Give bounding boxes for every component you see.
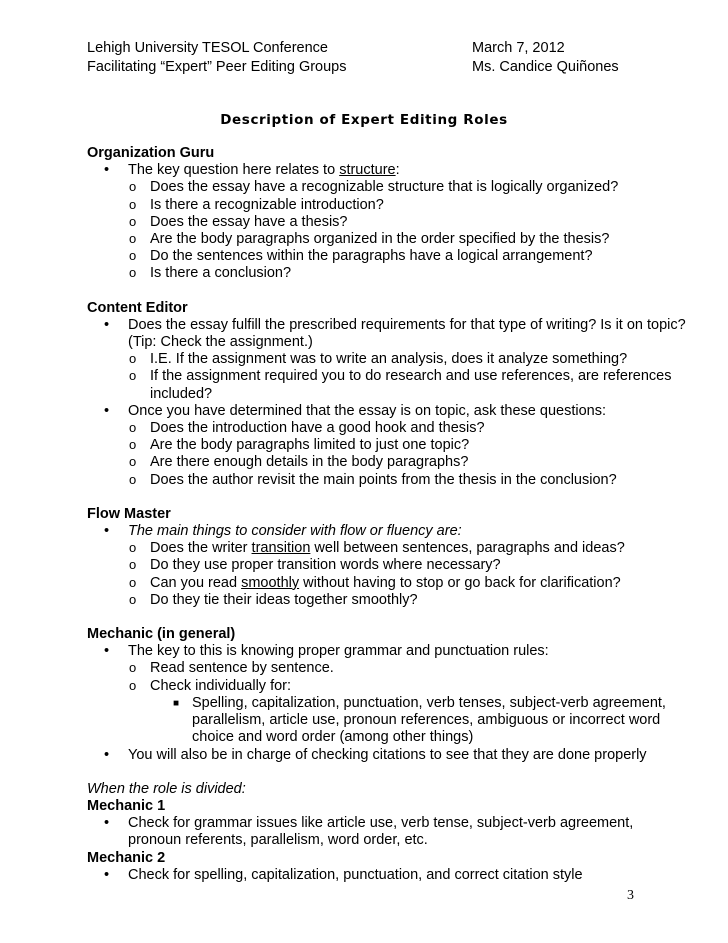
circle-bullet-icon: o — [129, 231, 137, 247]
sub-list-item: o I.E. If the assignment was to write an analysis, does it analyze something? — [129, 351, 628, 368]
sub-list-item: o Check individually for: — [129, 677, 292, 694]
circle-bullet-icon: o — [129, 591, 137, 607]
circle-bullet-icon: o — [129, 660, 137, 676]
sub-sub-list-item: ■ Spelling, capitalization, punctuation, verb tenses, subject-verb agreement, parallelism, article use, pronoun references, ambiguous or incorrect word choice and word order (among other things) — [173, 694, 666, 746]
square-bullet-icon: ■ — [173, 697, 180, 709]
bullet-icon: • — [104, 815, 110, 832]
circle-bullet-icon: o — [129, 248, 137, 264]
sub-list-item: o Are there enough details in the body paragraphs? — [129, 454, 469, 471]
list-item: • The key question here relates to structure: — [104, 162, 400, 179]
bullet-icon: • — [104, 316, 110, 333]
section-heading-mechanic: Mechanic (in general) — [87, 626, 236, 643]
circle-bullet-icon: o — [129, 574, 137, 590]
bullet-icon: • — [104, 643, 110, 660]
circle-bullet-icon: o — [129, 677, 137, 693]
page-number: 3 — [627, 888, 634, 903]
bullet-icon: • — [104, 866, 110, 883]
circle-bullet-icon: o — [129, 179, 137, 195]
bullet-icon: • — [104, 162, 110, 179]
list-item: • Check for spelling, capitalization, punctuation, and correct citation style — [104, 866, 583, 883]
bullet-icon: • — [104, 746, 110, 763]
bullet-icon: • — [104, 402, 110, 419]
sub-list-item: o If the assignment required you to do research and use references, are references included? — [129, 368, 672, 402]
sub-list-item: o Is there a recognizable introduction? — [129, 196, 384, 213]
list-item: • The key to this is knowing proper grammar and punctuation rules: — [104, 643, 549, 660]
sub-list-item: o Does the introduction have a good hook and thesis? — [129, 420, 485, 437]
sub-list-item: o Are the body paragraphs organized in the order specified by the thesis? — [129, 231, 610, 248]
sub-list-item: o Do the sentences within the paragraphs have a logical arrangement? — [129, 248, 593, 265]
sub-list-item: o Can you read smoothly without having to stop or go back for clarification? — [129, 574, 621, 591]
list-item: • Check for grammar issues like article use, verb tense, subject-verb agreement, pronoun referents, parallelism, word order, etc. — [104, 815, 634, 849]
section-heading-mechanic-2: Mechanic 2 — [87, 849, 166, 866]
circle-bullet-icon: o — [129, 420, 137, 436]
list-item: • The main things to consider with flow or fluency are: — [104, 523, 462, 540]
circle-bullet-icon: o — [129, 454, 137, 470]
circle-bullet-icon: o — [129, 196, 137, 212]
circle-bullet-icon: o — [129, 351, 137, 367]
page-title: Description of Expert Editing Roles — [220, 112, 508, 128]
header-date: March 7, 2012 — [472, 40, 565, 56]
circle-bullet-icon: o — [129, 437, 137, 453]
sub-list-item: o Does the essay have a thesis? — [129, 213, 348, 230]
section-heading-mechanic-1: Mechanic 1 — [87, 797, 166, 814]
header-presenter: Ms. Candice Quiñones — [472, 59, 619, 75]
header-session: Facilitating “Expert” Peer Editing Groups — [87, 59, 347, 75]
sub-list-item: o Does the writer transition well between sentences, paragraphs and ideas? — [129, 540, 625, 557]
sub-list-item: o Does the author revisit the main points from the thesis in the conclusion? — [129, 471, 617, 488]
section-heading-content-editor: Content Editor — [87, 299, 188, 316]
sub-list-item: o Do they tie their ideas together smoothly? — [129, 591, 418, 608]
circle-bullet-icon: o — [129, 265, 137, 281]
document-body — [87, 145, 687, 884]
circle-bullet-icon: o — [129, 557, 137, 573]
sub-list-item: o Is there a conclusion? — [129, 265, 292, 282]
sub-list-item: o Are the body paragraphs limited to just one topic? — [129, 437, 470, 454]
header-conference: Lehigh University TESOL Conference — [87, 40, 328, 56]
list-item: • Once you have determined that the essay is on topic, ask these questions: — [104, 402, 606, 419]
sub-list-item: o Does the essay have a recognizable structure that is logically organized? — [129, 179, 619, 196]
section-heading-organization-guru: Organization Guru — [87, 145, 215, 161]
circle-bullet-icon: o — [129, 213, 137, 229]
sub-list-item: o Do they use proper transition words where necessary? — [129, 557, 501, 574]
sub-list-item: o Read sentence by sentence. — [129, 660, 334, 677]
circle-bullet-icon: o — [129, 540, 137, 556]
circle-bullet-icon: o — [129, 368, 137, 384]
bullet-icon: • — [104, 523, 110, 540]
list-item: • Does the essay fulfill the prescribed requirements for that type of writing? Is it on topic? (Tip: Check the assignment.) — [104, 316, 686, 351]
divided-intro: When the role is divided: — [87, 780, 246, 797]
section-heading-flow-master: Flow Master — [87, 505, 171, 522]
list-item: • You will also be in charge of checking citations to see that they are done properly — [104, 746, 647, 763]
circle-bullet-icon: o — [129, 471, 137, 487]
